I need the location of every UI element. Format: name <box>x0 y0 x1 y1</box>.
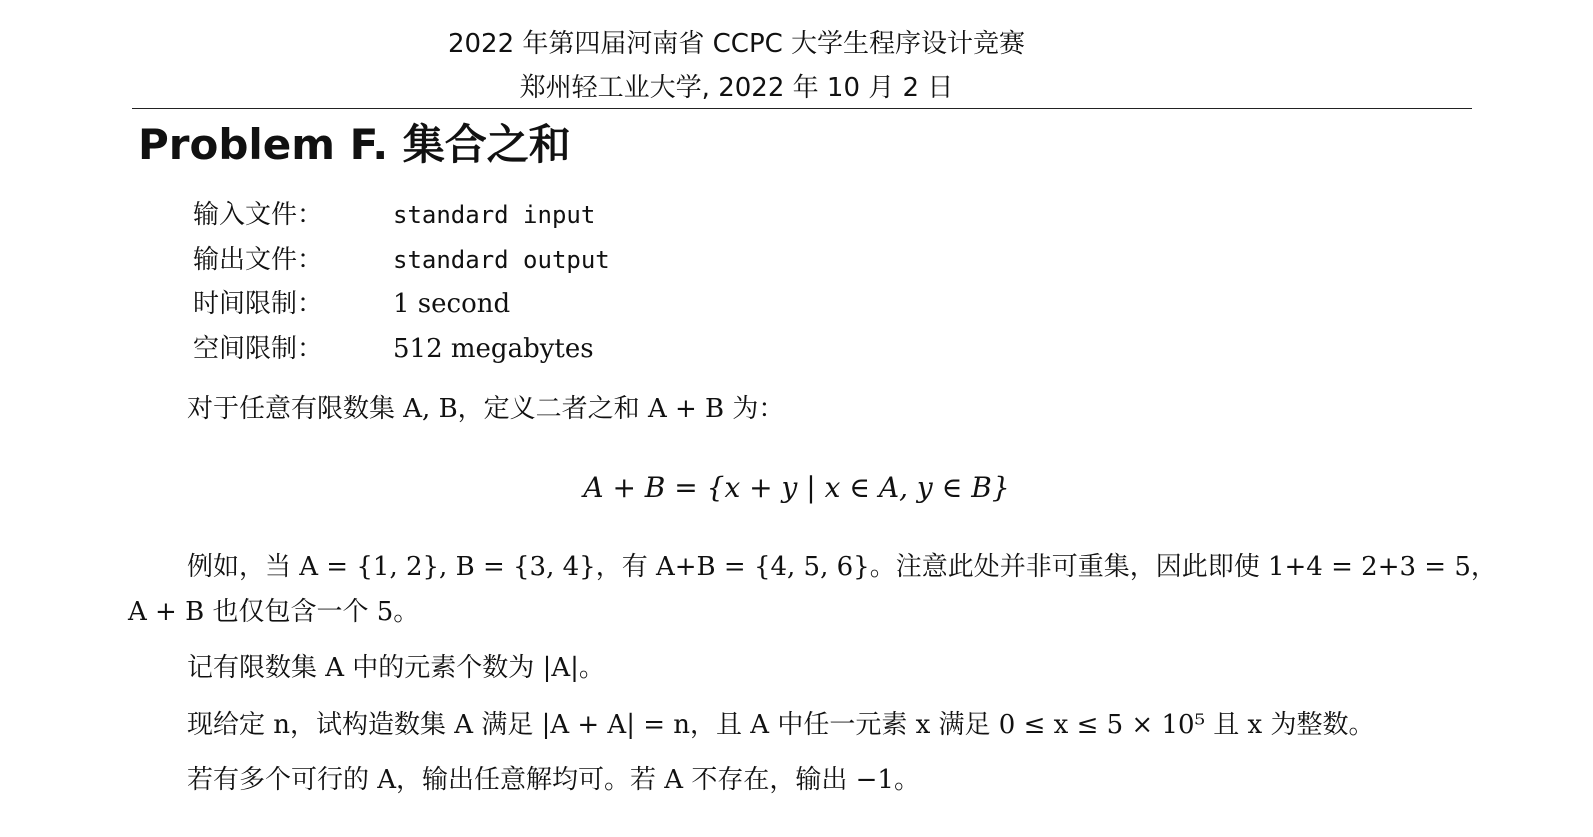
header-rule <box>132 108 1472 109</box>
sumset-formula: A + B = {x + y | x ∈ A, y ∈ B} <box>583 471 1010 504</box>
statement-definition: 对于任意有限数集 A, B，定义二者之和 A + B 为： <box>187 394 785 424</box>
memory-limit-value: 512 megabytes <box>393 333 594 364</box>
statement-cardinality: 记有限数集 A 中的元素个数为 |A|。 <box>187 653 605 683</box>
output-file-label: 输出文件： <box>193 244 324 275</box>
contest-title: 2022 年第四届河南省 CCPC 大学生程序设计竞赛 <box>447 29 1026 59</box>
memory-limit-label: 空间限制： <box>193 333 324 364</box>
input-file-label: 输入文件： <box>193 200 324 230</box>
contest-header <box>0 22 1473 110</box>
output-file-value: standard output <box>393 245 610 274</box>
input-file-value: standard input <box>393 201 596 229</box>
time-limit-value: 1 second <box>393 289 511 319</box>
problem-title: Problem F. 集合之和 <box>138 120 571 169</box>
time-limit-label: 时间限制： <box>193 289 324 319</box>
statement-output-rule: 若有多个可行的 A，输出任意解均可。若 A 不存在，输出 −1。 <box>187 765 920 795</box>
statement-example-line1: 例如，当 A = {1, 2}, B = {3, 4}，有 A+B = {4, 5, 6}。注意此处并非可重集，因此即使 1+4 = 2+3 = 5， <box>187 552 1497 582</box>
statement-example-line2: A + B 也仅包含一个 5。 <box>128 597 420 627</box>
contest-venue-date: 郑州轻工业大学, 2022 年 10 月 2 日 <box>519 73 954 103</box>
statement-task: 现给定 n，试构造数集 A 满足 |A + A| = n，且 A 中任一元素 x 满足 0 ≤ x ≤ 5 × 10⁵ 且 x 为整数。 <box>187 710 1375 740</box>
